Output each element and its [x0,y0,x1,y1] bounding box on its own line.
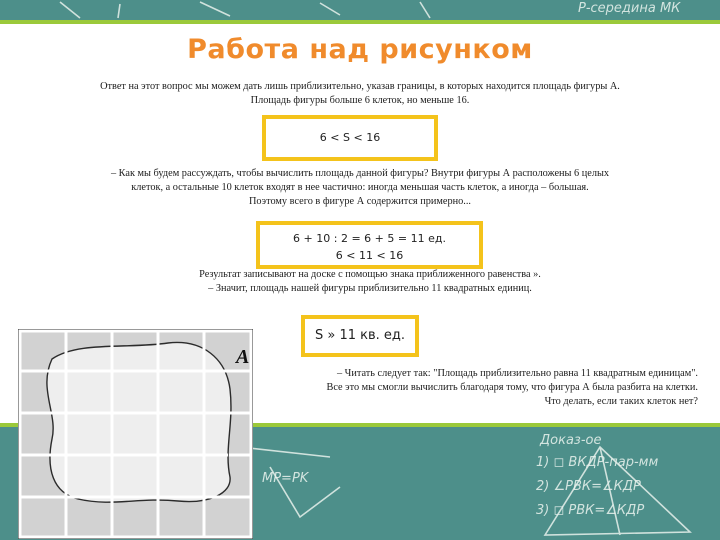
paragraph-line: Ответ на этот вопрос мы можем дать лишь приблизительно, указав границы, в которых находится площадь фигуры А. [100,81,620,92]
paragraph-result [150,268,590,296]
paragraph-conclusion [252,367,698,409]
board-note-line-4: 3) ◻ РВК=∠КДР [536,503,645,518]
board-note-left: МР=PK [262,471,309,486]
grid-figure [18,329,253,539]
paragraph-line: Площадь фигуры больше 6 клеток, но меньше 16. [250,95,470,106]
board-note-line-3: 2) ∠РВК=∠КДР [536,479,641,494]
paragraph-intro [60,80,660,108]
formula-text: S » 11 кв. ед. [314,328,406,343]
formula-box-answer [301,315,419,357]
accent-strip-top [0,20,720,24]
formula-box-calculation [256,221,483,269]
paragraph-line: – Значит, площадь нашей фигуры приблизительно 11 квадратных единиц. [208,283,532,294]
formula-box-bounds [262,115,438,161]
board-note-line-2: 1) ◻ ВКДР-пар-мм [536,455,659,470]
board-note-top: Р-середина МК [578,1,681,16]
figure-label: А [236,346,250,368]
paragraph-line: Что делать, если таких клеток нет? [544,396,698,407]
formula-text: 6 < S < 16 [319,131,381,144]
formula-line: 6 < 11 < 16 [335,249,404,262]
paragraph-line: Поэтому всего в фигуре А содержится примерно... [248,196,472,207]
paragraph-line: Все это мы смогли вычислить благодаря тому, что фигура А была разбита на клетки. [326,382,698,393]
board-note-line-1: Доказ-ое [540,433,602,448]
paragraph-line: – Читать следует так: "Площадь приблизительно равна 11 квадратным единицам". [336,368,698,379]
paragraph-line: клеток, а остальные 10 клеток входят в нее частично: иногда меньшая часть клеток, а иногда – большая. [131,182,589,193]
chalkboard-top [0,0,720,20]
slide-title: Работа над рисунком [187,34,533,65]
formula-line: 6 + 10 : 2 = 6 + 5 = 11 ед. [293,232,446,245]
paragraph-line: Результат записывают на доске с помощью знака приближенного равенства ». [199,269,541,280]
paragraph-reasoning [60,167,660,209]
paragraph-line: – Как мы будем рассуждать, чтобы вычислить площадь данной фигуры? Внутри фигуры А расположены 6 целых [110,168,610,179]
